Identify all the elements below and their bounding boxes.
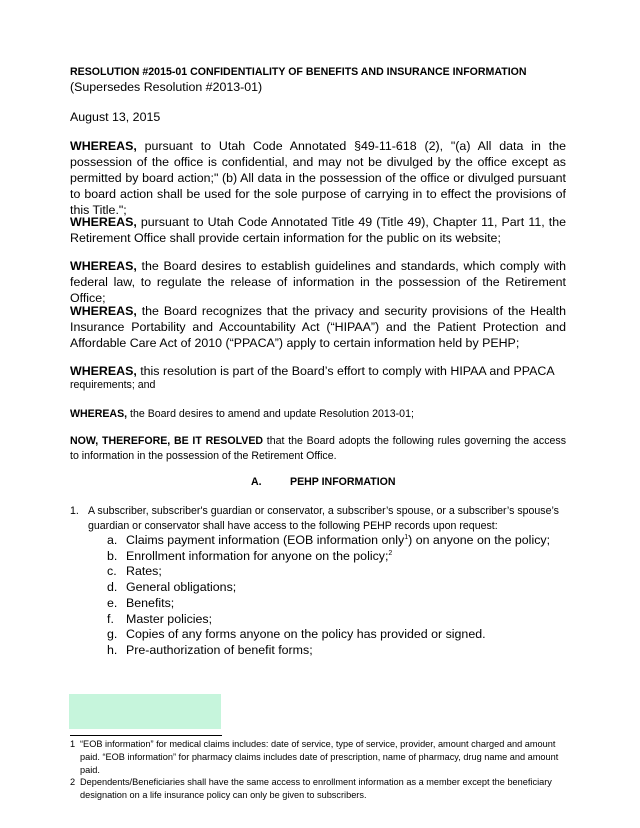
footnote-ref: 2 [388, 549, 393, 557]
resolved-paragraph [70, 434, 566, 464]
whereas-text: the Board recognizes that the privacy and security provisions of the Health Insurance Portability and Accountability Act (“HIPAA”) and the Patient Protection and Affordable Care Act of 2010 (“PPACA”) apply to certain information held by PEHP; [70, 304, 566, 350]
whereas-lead: WHEREAS, [70, 408, 128, 420]
sub-list-item [107, 596, 550, 612]
sub-item-text: General obligations; [126, 580, 237, 595]
whereas-lead: WHEREAS, [70, 215, 137, 229]
sub-item-letter: h. [107, 642, 118, 657]
sub-item-letter: a. [107, 533, 118, 547]
list-item-text: A subscriber, subscriber's guardian or conservator, a subscriber’s spouse, or a subscriber’s spouse’s guardian or conservator shall have access to the following PEHP records upon request: [88, 505, 559, 532]
sub-item-letter: f. [107, 611, 114, 626]
footnote-text: Dependents/Beneficiaries shall have the same access to enrollment information as a member except the beneficiary designation on a life insurance policy can only be given to subscribers. [80, 777, 552, 800]
document-subtitle: (Supersedes Resolution #2013-01) [70, 80, 263, 94]
footnote-2 [70, 776, 566, 802]
sub-list [107, 533, 550, 659]
whereas-paragraph-2 [70, 214, 566, 246]
footnote-divider [70, 735, 222, 736]
footnote-number: 1 [70, 739, 76, 749]
sub-item-text: Benefits; [126, 595, 175, 610]
whereas-paragraph-6 [70, 407, 566, 422]
sub-list-item [107, 549, 550, 565]
whereas-text: pursuant to Utah Code Annotated Title 49 (Title 49), Chapter 11, Part 11, the Retirement Office shall provide certain information for the public on its website; [70, 215, 566, 245]
sub-list-item [107, 627, 550, 643]
sub-item-text: Claims payment information (EOB information only [126, 533, 405, 547]
sub-item-text: Enrollment information for anyone on the policy; [126, 548, 389, 563]
footnote-number: 2 [70, 777, 76, 787]
document-date: August 13, 2015 [70, 110, 161, 124]
footnote-ref: 1 [404, 533, 409, 541]
sub-item-text-after: ) on anyone on the policy; [408, 533, 551, 547]
whereas-paragraph-5-continued [70, 378, 566, 393]
section-letter: A. [251, 476, 262, 488]
sub-item-text: Copies of any forms anyone on the policy has provided or signed. [126, 627, 486, 642]
whereas-lead: WHEREAS, [70, 259, 137, 273]
whereas-lead: WHEREAS, [70, 364, 137, 378]
resolved-lead: NOW, THEREFORE, BE IT RESOLVED [70, 435, 264, 447]
list-item-number: 1. [70, 505, 79, 517]
sub-list-item [107, 533, 550, 549]
whereas-paragraph-5 [70, 363, 566, 379]
highlight-box [69, 694, 221, 729]
whereas-lead: WHEREAS, [70, 139, 137, 153]
document-title: RESOLUTION #2015-01 CONFIDENTIALITY OF BENEFITS AND INSURANCE INFORMATION [70, 66, 527, 78]
sub-item-letter: b. [107, 548, 118, 563]
whereas-paragraph-3 [70, 258, 566, 306]
sub-item-letter: d. [107, 580, 118, 595]
sub-item-text: Pre-authorization of benefit forms; [126, 642, 313, 657]
whereas-lead: WHEREAS, [70, 304, 137, 318]
whereas-text: the Board desires to amend and update Resolution 2013-01; [127, 408, 414, 420]
footnote-1 [70, 738, 566, 777]
sub-item-letter: e. [107, 595, 118, 610]
resolved-text: that the Board adopts the following rules governing the access to information in the possession of the Retirement Office. [70, 435, 566, 462]
whereas-text: the Board desires to establish guidelines and standards, which comply with federal law, to regulate the release of information in the possession of the Retirement Office; [70, 259, 566, 305]
whereas-text: this resolution is part of the Board’s effort to comply with HIPAA and PPACA [136, 364, 555, 378]
sub-item-letter: g. [107, 627, 118, 642]
sub-list-item [107, 643, 550, 659]
list-item-1 [70, 504, 570, 534]
section-name: PEHP INFORMATION [290, 476, 396, 488]
footnote-text: “EOB information” for medical claims includes: date of service, type of service, provider, amount charged and amount paid. “EOB information” for pharmacy claims includes date of prescription, name of pharmacy, drug name and amount paid. [80, 739, 559, 775]
sub-item-text: Rates; [126, 564, 162, 579]
whereas-paragraph-4 [70, 303, 566, 351]
sub-item-letter: c. [107, 564, 117, 579]
sub-list-item [107, 564, 550, 580]
whereas-text: pursuant to Utah Code Annotated §49-11-618 (2), "(a) All data in the possession of the office is confidential, and may not be divulged by the office except as permitted by board action;" (b) All data in the possession of the office or divulged pursuant to board action shall be used for the sole purpose of carrying in to effect the provisions of this Title."; [70, 139, 566, 217]
sub-list-item [107, 612, 550, 628]
sub-list-item [107, 580, 550, 596]
sub-item-text: Master policies; [126, 611, 213, 626]
whereas-paragraph-1 [70, 138, 566, 218]
whereas-text: requirements; and [70, 379, 156, 391]
